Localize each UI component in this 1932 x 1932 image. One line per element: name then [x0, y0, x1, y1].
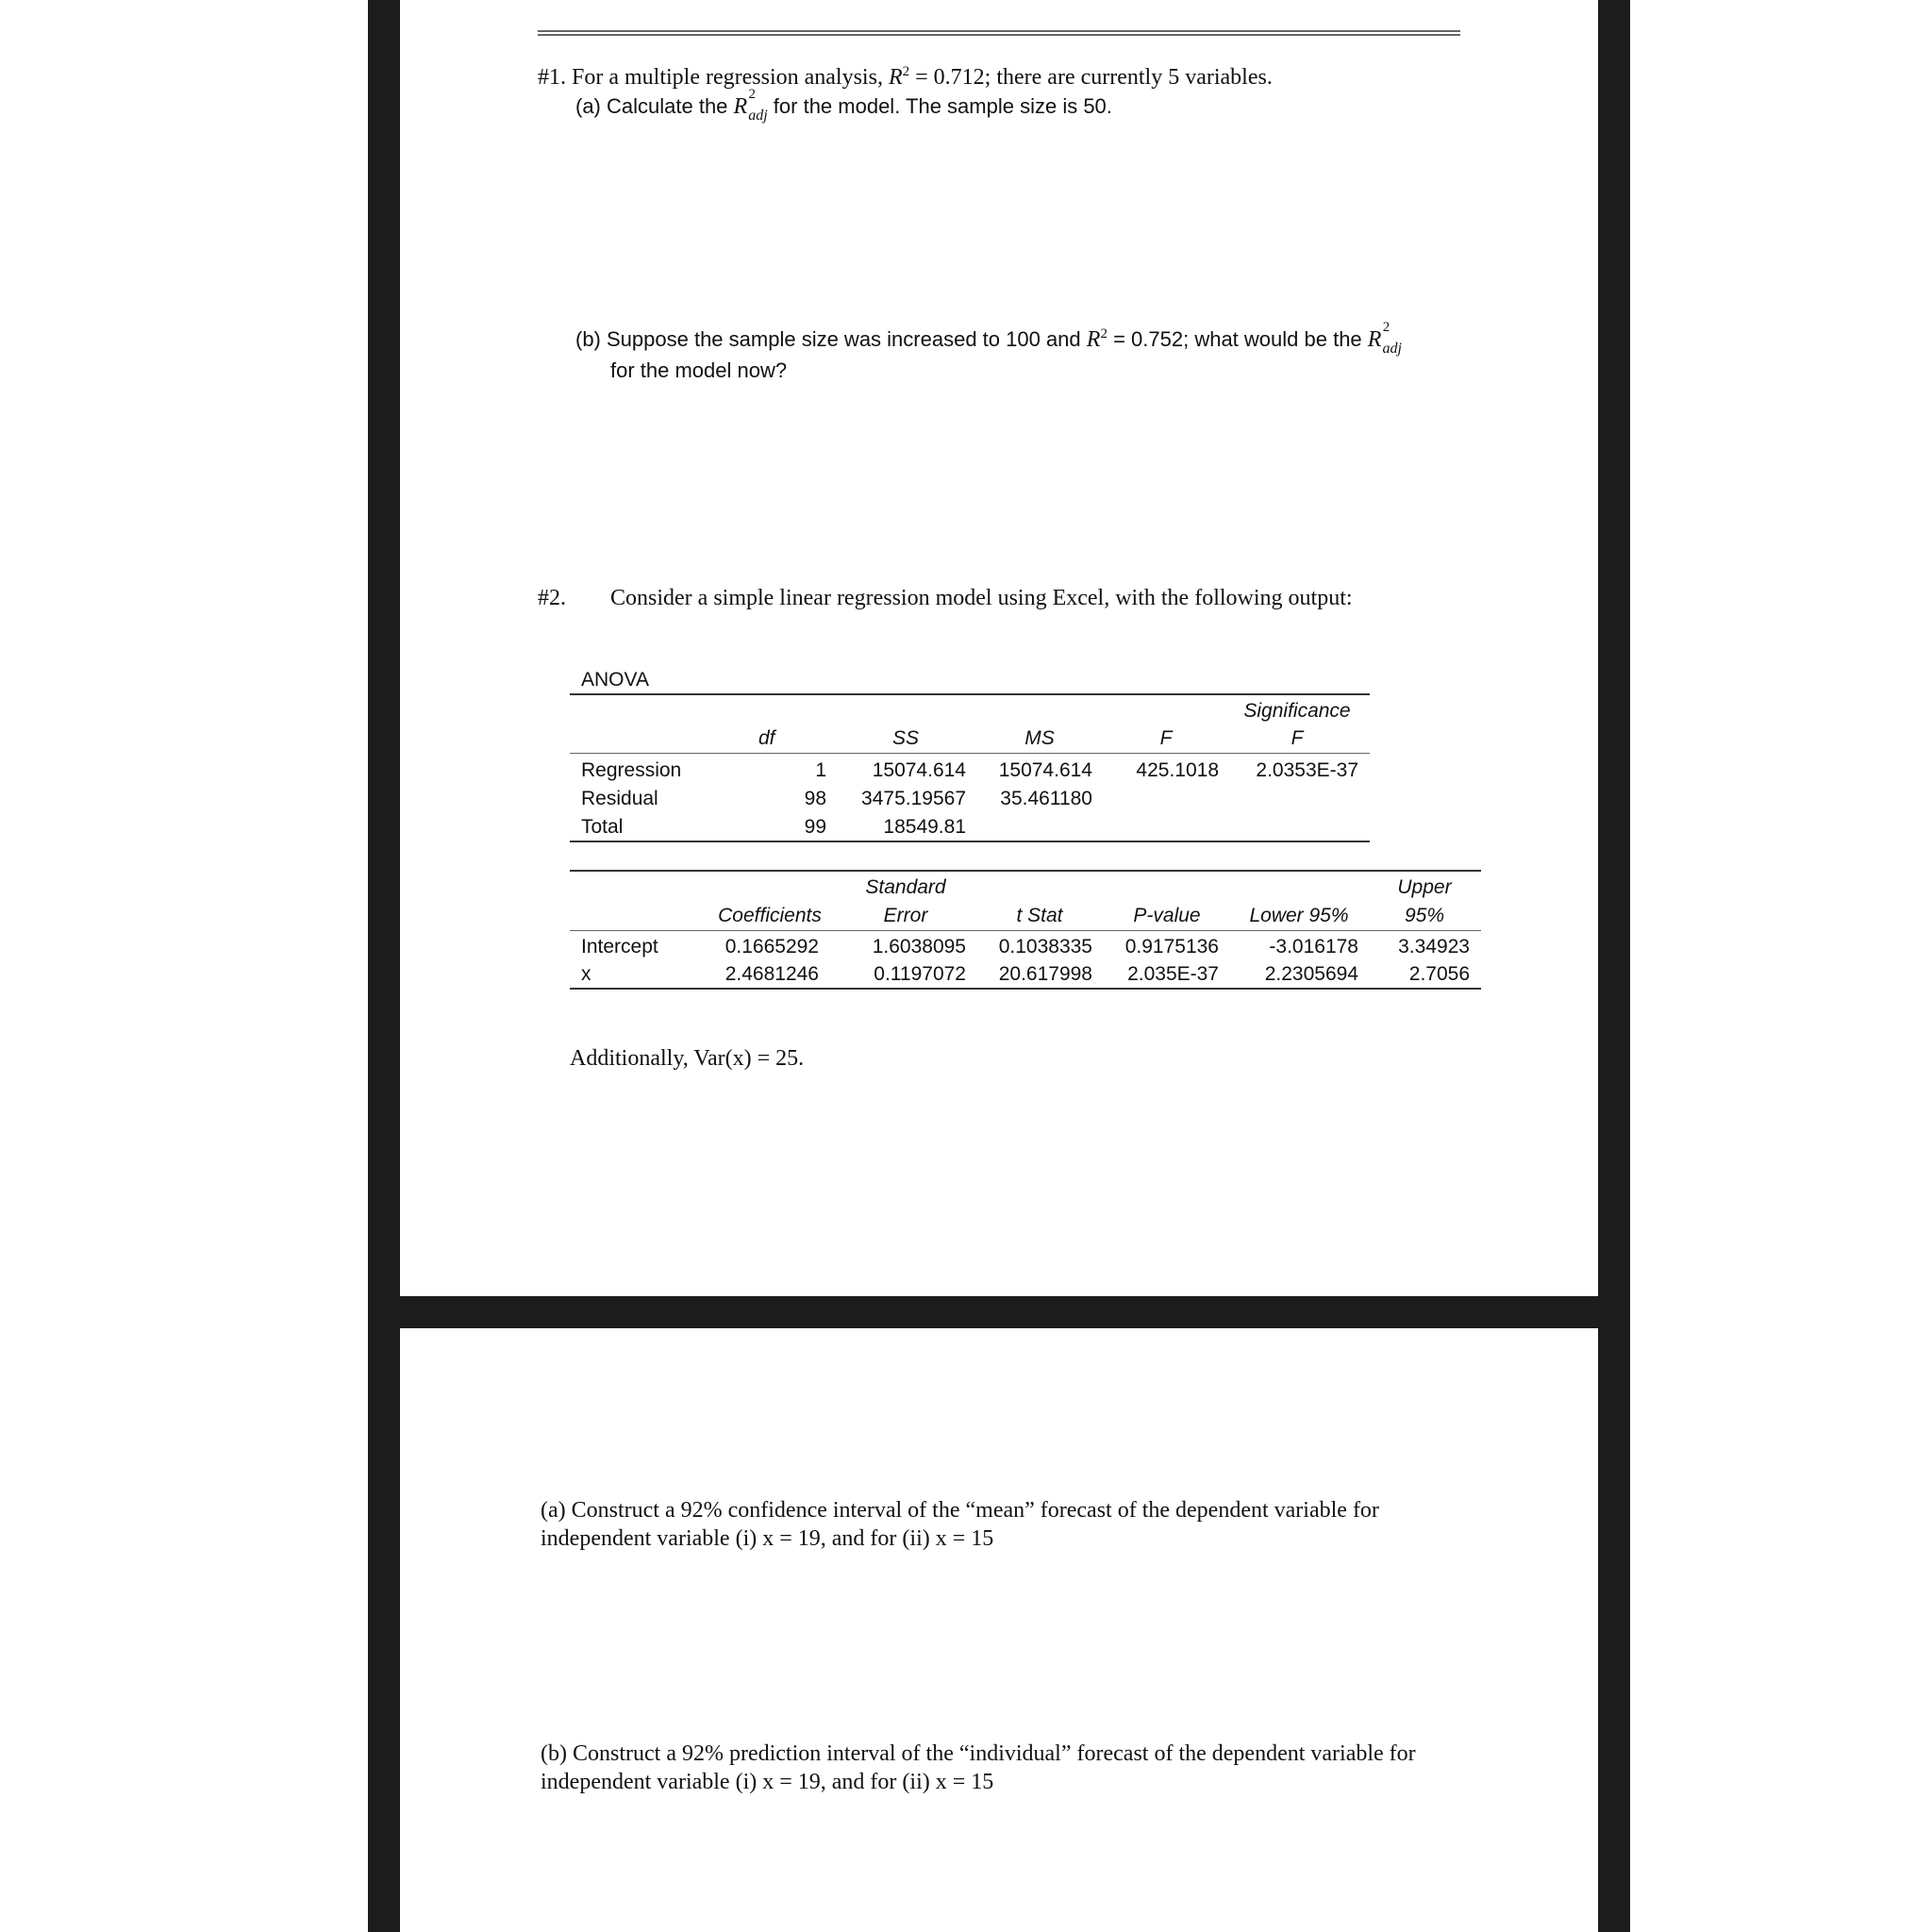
q1b-r2-value: = 0.752; what would be the [1113, 327, 1362, 351]
anova-cell-df: 99 [804, 816, 826, 838]
coef-cell-lower: -3.016178 [1269, 936, 1358, 958]
q1-part-a [575, 87, 1112, 124]
coef-cell-lower: 2.2305694 [1264, 963, 1358, 985]
coef-cell-se: 0.1197072 [874, 963, 966, 985]
q2-intro: Consider a simple linear regression model using Excel, with the following output: [610, 586, 1353, 610]
anova-row-label: Residual [581, 788, 658, 809]
q1b-radj: R 2 $_{adj}$ [1367, 320, 1402, 357]
page-border-right [1598, 0, 1630, 1932]
q1-intro: For a multiple regression analysis, [572, 65, 883, 90]
coef-row-label: Intercept [581, 936, 658, 958]
coef-header-coefficients: Coefficients [718, 905, 822, 926]
q1-statement [538, 64, 1273, 91]
anova-header-f: F [1159, 727, 1173, 749]
anova-row-label: Total [581, 816, 624, 838]
anova-header-sig-line1: Significance [1243, 700, 1351, 722]
coef-header-se-line1: Standard [865, 876, 946, 898]
page-divider [368, 1296, 1630, 1328]
coef-cell-p: 0.9175136 [1124, 936, 1219, 958]
coef-header-tstat: t Stat [1016, 905, 1063, 926]
q1a-suffix: for the model. The sample size is 50. [773, 94, 1112, 118]
anova-cell-ms: 35.461180 [1000, 788, 1092, 809]
anova-header-df: df [758, 727, 775, 749]
q1b-prefix: (b) Suppose the sample size was increased to 100 and [575, 327, 1081, 351]
coef-header-lower: Lower 95% [1249, 905, 1349, 926]
coef-bottom-rule [570, 988, 1481, 990]
coef-cell-coef: 2.4681246 [724, 963, 819, 985]
coef-header-se-line2: Error [883, 905, 928, 926]
anova-cell-ss: 18549.81 [883, 816, 966, 838]
q2-part-a-line2: independent variable (i) x = 19, and for (ii) x = 15 [541, 1526, 994, 1551]
anova-header-rule [570, 753, 1370, 754]
coef-cell-se: 1.6038095 [872, 936, 966, 958]
anova-cell-ms: 15074.614 [998, 759, 1092, 781]
q2-part-b-line1: (b) Construct a 92% prediction interval of the “individual” forecast of the dependent variable for [541, 1741, 1416, 1766]
anova-header-ms: MS [1024, 727, 1055, 749]
header-rule [538, 30, 1460, 36]
q1a-radj: R 2 $_{adj}$ [733, 87, 768, 124]
anova-cell-ss: 3475.19567 [861, 788, 966, 809]
q2-additional: Additionally, Var(x) = 25. [570, 1046, 805, 1071]
coef-cell-p: 2.035E-37 [1127, 963, 1219, 985]
coef-header-upper-line1: Upper [1397, 876, 1452, 898]
q1b-r2-symbol: $R^2$ [1086, 326, 1108, 352]
anova-header-ss: SS [891, 727, 919, 749]
anova-cell-sig: 2.0353E-37 [1256, 759, 1358, 781]
anova-title: ANOVA [581, 669, 649, 691]
q1a-prefix: (a) Calculate the [575, 94, 728, 118]
coef-header-upper-line2: 95% [1404, 905, 1445, 926]
anova-cell-df: 1 [815, 759, 826, 781]
q2-part-b-line2: independent variable (i) x = 19, and for (ii) x = 15 [541, 1770, 994, 1794]
anova-cell-df: 98 [804, 788, 826, 809]
q1-part-b [575, 320, 1402, 357]
anova-header-sig-line2: F [1291, 727, 1304, 749]
q1-r2-symbol: $R^2$ [888, 64, 910, 90]
coef-header-pvalue: P-value [1133, 905, 1201, 926]
anova-bottom-rule [570, 841, 1370, 842]
coef-cell-upper: 3.34923 [1398, 936, 1470, 958]
coef-cell-t: 0.1038335 [998, 936, 1092, 958]
q1b-line2: for the model now? [610, 358, 788, 382]
anova-cell-ss: 15074.614 [872, 759, 966, 781]
coef-cell-t: 20.617998 [998, 963, 1092, 985]
coef-top-rule [570, 870, 1481, 872]
q1-label: #1. [538, 65, 566, 90]
anova-cell-f: 425.1018 [1136, 759, 1219, 781]
page-border-left [368, 0, 400, 1932]
coef-cell-coef: 0.1665292 [724, 936, 819, 958]
coef-header-rule [570, 930, 1481, 931]
q2-label: #2. [538, 586, 566, 610]
coef-row-label: x [581, 963, 591, 985]
anova-row-label: Regression [581, 759, 682, 781]
q1-r2-value: = 0.712; there are currently 5 variables. [915, 65, 1273, 90]
q2-part-a-line1: (a) Construct a 92% confidence interval of the “mean” forecast of the dependent variable for [541, 1498, 1379, 1523]
anova-top-rule [570, 693, 1370, 695]
coef-cell-upper: 2.7056 [1408, 963, 1470, 985]
